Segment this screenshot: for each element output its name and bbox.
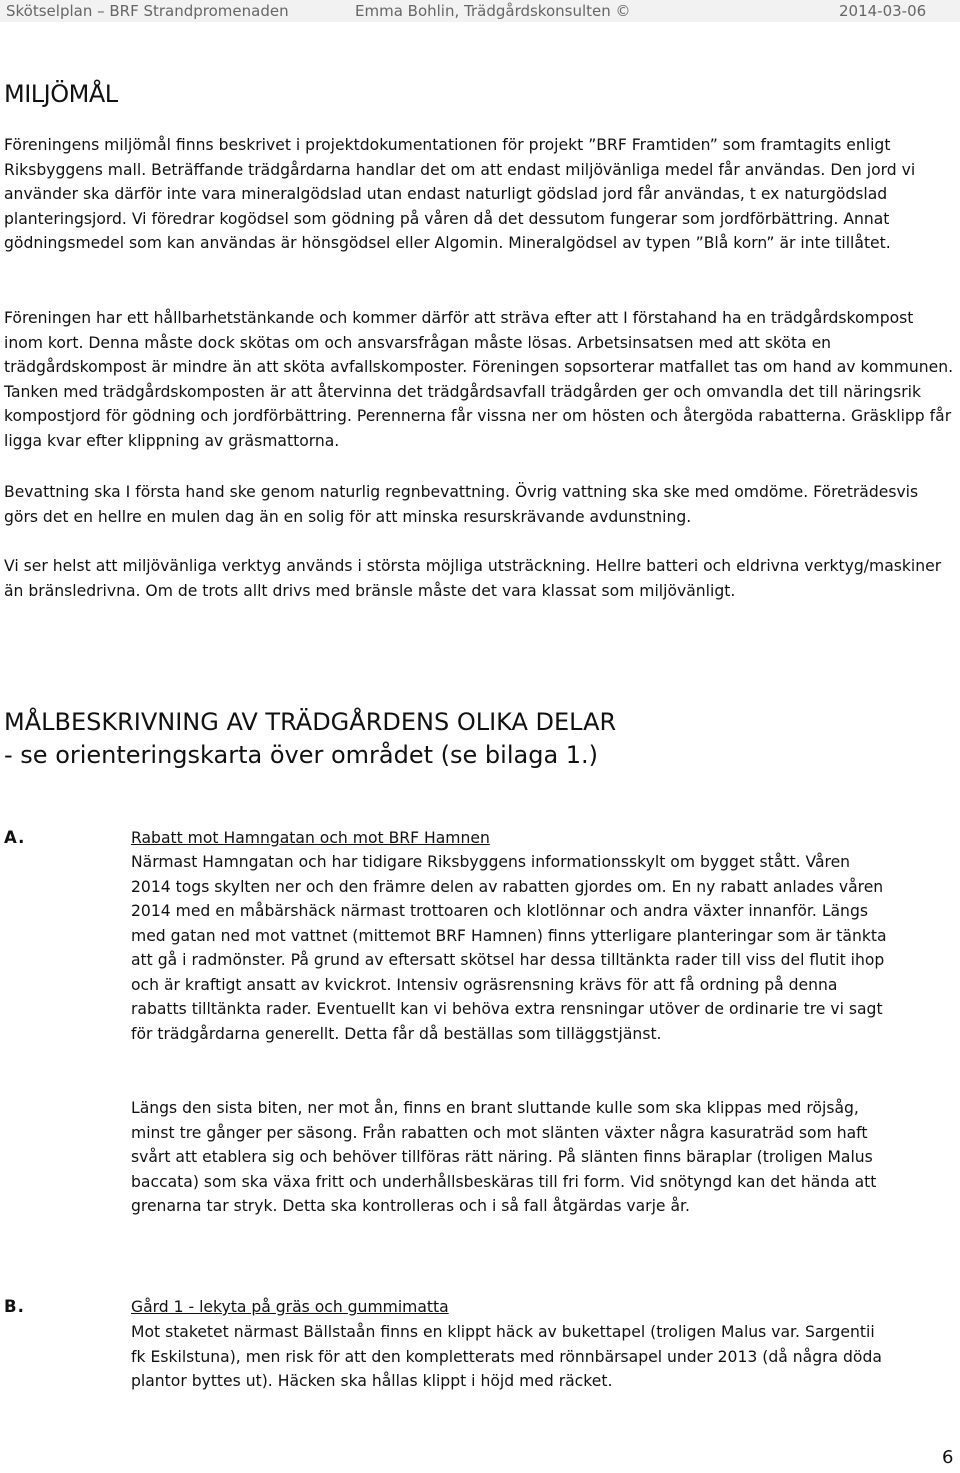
part-b-paragraph-1: Mot staketet närmast Bällstaån finns en klippt häck av bukettapel (troligen Malus var. Sargentii fk Eskilstuna), men risk för att den kompletterats med rönnbärsapel under 2013 (då några döda plantor byttes ut). Häcken ska hållas klippt i höjd med räcket. <box>131 1323 882 1390</box>
section-heading-malbeskrivning <box>4 706 616 772</box>
part-title-a: Rabatt mot Hamngatan och mot BRF Hamnen <box>131 829 490 847</box>
section-heading-line-1: MÅLBESKRIVNING AV TRÄDGÅRDENS OLIKA DELAR <box>4 708 617 736</box>
header-author: Emma Bohlin, Trädgårdskonsulten © <box>355 2 631 20</box>
section-heading-line-2: - se orienteringskarta över området (se bilaga 1.) <box>4 741 599 769</box>
paragraph-miljomal-4: Vi ser helst att miljövänliga verktyg används i största möjliga utsträckning. Hellre batteri och eldrivna verktyg/maskiner än bränsledrivna. Om de trots allt drivs med bränsle måste det vara klassat som miljövänligt. <box>4 557 942 600</box>
section-heading-miljomal: MILJÖMÅL <box>4 80 118 108</box>
part-a-paragraph-1: Närmast Hamngatan och har tidigare Riksbyggens informationsskylt om bygget stått. Våren 2014 togs skylten ner och den främre delen av rabatten gjordes om. En ny rabatt anlades våren 2014 med en måbärshäck närmast trottoaren och klotlönnar och andra växter innanför. Längs med gatan ned mot vattnet (mittemot BRF Hamnen) finns ytterligare planteringar som är tänkta att gå i radmönster. På grund av eftersatt skötsel har dessa tilltänkta rader till viss del flutit ihop och är kraftigt ansatt av kvickrot. Intensiv ogräsrensning krävs för att få ordning på denna rabatts tilltänkta rader. Eventuellt kan vi behöva extra rensningar utöver de ordinarie tre vi sagt för trädgårdarna generellt. Detta får då beställas som tilläggstjänst. <box>131 853 887 1043</box>
part-letter-b: B. <box>4 1297 25 1316</box>
header-date: 2014-03-06 <box>839 2 927 20</box>
page-number: 6 <box>942 1447 954 1468</box>
paragraph-miljomal-1: Föreningens miljömål finns beskrivet i projektdokumentationen för projekt ”BRF Framtiden” som framtagits enligt Riksbyggens mall. Beträffande trädgårdarna handlar det om att endast miljövänliga medel får användas. Den jord vi använder ska därför inte vara mineralgödslad utan endast naturligt gödslad jord får användas, t ex naturgödslad planteringsjord. Vi föredrar kogödsel som gödning på våren då det dessutom fungerar som jordförbättring. Annat gödningsmedel som kan användas är hönsgödsel eller Algomin. Mineralgödsel av typen ”Blå korn” är inte tillåtet. <box>4 136 916 252</box>
part-letter-a: A. <box>4 828 26 847</box>
header-document-title: Skötselplan – BRF Strandpromenaden <box>6 2 289 20</box>
part-a-paragraph-2: Längs den sista biten, ner mot ån, finns en brant sluttande kulle som ska klippas med röjsåg, minst tre gånger per säsong. Från rabatten och mot slänten växter några kasuraträd som haft svårt att etablera sig och behöver tillföras rätt näring. På slänten finns bäraplar (troligen Malus baccata) som ska växa fritt och underhållsbeskäras till fri form. Vid snötyngd kan det hända att grenarna tar stryk. Detta ska kontrolleras och i så fall åtgärdas varje år. <box>131 1099 877 1215</box>
part-title-b: Gård 1 - lekyta på gräs och gummimatta <box>131 1298 449 1316</box>
paragraph-miljomal-3: Bevattning ska I första hand ske genom naturlig regnbevattning. Övrig vattning ska ske med omdöme. Företrädesvis görs det en hellre en mulen dag än en solig för att minska resurskrävande avdunstning. <box>4 483 919 526</box>
page-header <box>0 0 960 22</box>
paragraph-miljomal-2: Föreningen har ett hållbarhetstänkande och kommer därför att sträva efter att I förstahand ha en trädgårdskompost inom kort. Denna måste dock skötas om och ansvarsfrågan måste lösas. Arbetsinsatsen med att sköta en trädgårdskompost är mindre än att sköta avfallskomposter. Föreningen sopsorterar matfallet tas om hand av kommunen. Tanken med trädgårdskomposten är att återvinna det trädgårdsavfall trädgården ger och omvandla det till näringsrik kompostjord för gödning och jordförbättring. Perennerna får vissna ner om hösten och återgöda rabatterna. Gräsklipp får ligga kvar efter klippning av gräsmattorna. <box>4 309 954 450</box>
